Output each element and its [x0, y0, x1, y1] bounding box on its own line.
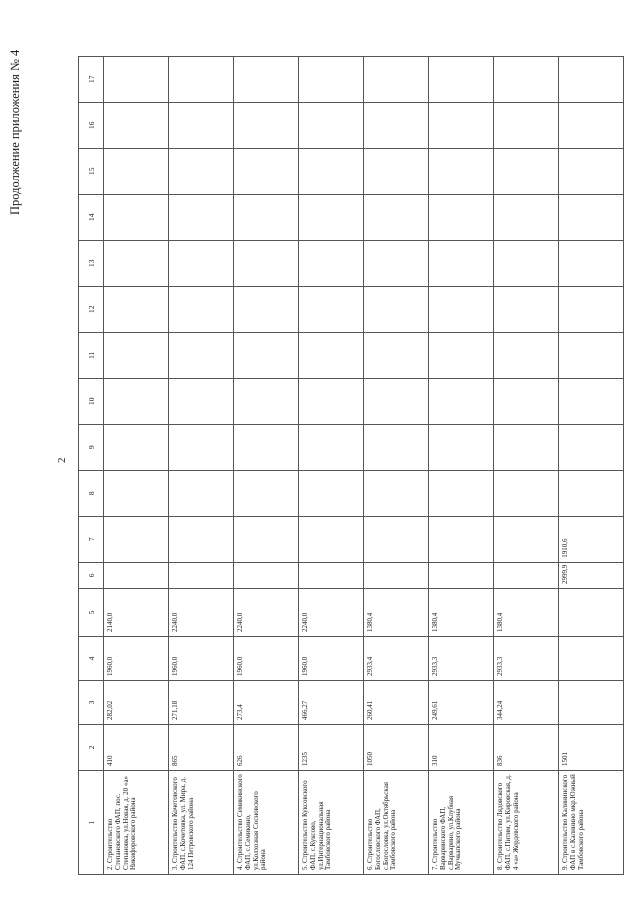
value-cell — [104, 102, 169, 148]
value-cell — [364, 286, 429, 332]
value-cell — [169, 378, 234, 424]
column-header: 15 — [79, 148, 104, 194]
value-cell — [559, 378, 624, 424]
value-cell — [299, 332, 364, 378]
value-cell — [494, 516, 559, 562]
value-cell — [234, 102, 299, 148]
value-cell — [429, 240, 494, 286]
value-cell — [559, 102, 624, 148]
table-row — [234, 56, 299, 874]
value-cell — [364, 194, 429, 240]
value-cell: 1050 — [364, 725, 429, 771]
value-cell — [104, 516, 169, 562]
value-cell — [559, 637, 624, 681]
value-cell — [169, 332, 234, 378]
value-cell: 1380,4 — [494, 589, 559, 637]
value-cell — [494, 102, 559, 148]
column-header: 4 — [79, 637, 104, 681]
value-cell — [234, 240, 299, 286]
value-cell: 836 — [494, 725, 559, 771]
value-cell — [169, 424, 234, 470]
object-description-cell: 9. Строительство Калининского ФАП в с.Калинино мкр.Южный Тамбовского района — [559, 771, 624, 875]
value-cell — [559, 681, 624, 725]
value-cell — [234, 516, 299, 562]
value-cell: 1960,0 — [169, 637, 234, 681]
column-header: 10 — [79, 378, 104, 424]
value-cell: 344,24 — [494, 681, 559, 725]
value-cell — [104, 470, 169, 516]
value-cell — [104, 240, 169, 286]
value-cell — [299, 378, 364, 424]
value-cell — [364, 470, 429, 516]
column-header: 6 — [79, 562, 104, 588]
object-description-cell: 6. Строительство Богословского ФАП, с.Богословка, ул.Октябрьская Тамбовского района — [364, 771, 429, 875]
value-cell: 1235 — [299, 725, 364, 771]
value-cell: 271,18 — [169, 681, 234, 725]
value-cell — [169, 148, 234, 194]
object-description-cell: 5. Строительство Куксовского ФАП, с.Куксово, ул.Интернациональная Тамбовского района — [299, 771, 364, 875]
value-cell: 282,02 — [104, 681, 169, 725]
value-cell — [494, 240, 559, 286]
value-cell — [494, 194, 559, 240]
column-header: 3 — [79, 681, 104, 725]
value-cell — [364, 240, 429, 286]
page-number: 2 — [56, 457, 68, 463]
value-cell: 2240,0 — [169, 589, 234, 637]
value-cell: 2933,4 — [364, 637, 429, 681]
value-cell — [234, 286, 299, 332]
column-header: 12 — [79, 286, 104, 332]
column-header: 17 — [79, 56, 104, 102]
value-cell — [559, 332, 624, 378]
column-header: 5 — [79, 589, 104, 637]
value-cell — [559, 286, 624, 332]
value-cell — [299, 240, 364, 286]
value-cell — [299, 286, 364, 332]
value-cell — [429, 378, 494, 424]
value-cell — [169, 194, 234, 240]
column-header: 7 — [79, 516, 104, 562]
value-cell — [494, 470, 559, 516]
column-header: 8 — [79, 470, 104, 516]
value-cell — [169, 470, 234, 516]
value-cell — [169, 286, 234, 332]
value-cell: 2999,9 — [559, 562, 624, 588]
value-cell: 2240,0 — [234, 589, 299, 637]
value-cell — [169, 562, 234, 588]
value-cell — [364, 102, 429, 148]
value-cell — [494, 378, 559, 424]
value-cell — [494, 562, 559, 588]
column-header: 2 — [79, 725, 104, 771]
value-cell — [299, 424, 364, 470]
value-cell: 1960,0 — [299, 637, 364, 681]
column-header: 16 — [79, 102, 104, 148]
value-cell: 1960,0 — [104, 637, 169, 681]
value-cell: 1380,4 — [429, 589, 494, 637]
column-header: 1 — [79, 771, 104, 875]
value-cell: 626 — [234, 725, 299, 771]
value-cell — [559, 240, 624, 286]
value-cell — [364, 424, 429, 470]
value-cell: 2140,0 — [104, 589, 169, 637]
value-cell — [104, 562, 169, 588]
value-cell — [234, 332, 299, 378]
value-cell: 310 — [429, 725, 494, 771]
value-cell — [494, 286, 559, 332]
value-cell: 2240,0 — [299, 589, 364, 637]
value-cell — [429, 470, 494, 516]
column-header: 14 — [79, 194, 104, 240]
table-row — [559, 56, 624, 874]
value-cell — [234, 56, 299, 102]
value-cell: 466,27 — [299, 681, 364, 725]
column-header: 9 — [79, 424, 104, 470]
value-cell — [494, 56, 559, 102]
value-cell — [234, 424, 299, 470]
value-cell — [429, 424, 494, 470]
table-row — [104, 56, 169, 874]
value-cell — [494, 424, 559, 470]
object-description-cell: 2. Строительство Степановского ФАП, пос. Степановка, ул.Новая, д. 20 «а» Никифоровского района — [104, 771, 169, 875]
value-cell — [559, 470, 624, 516]
value-cell — [299, 56, 364, 102]
value-cell — [494, 332, 559, 378]
table-body — [104, 56, 624, 874]
value-cell — [299, 102, 364, 148]
value-cell — [169, 56, 234, 102]
table-row — [494, 56, 559, 874]
table-row — [364, 56, 429, 874]
value-cell — [104, 148, 169, 194]
value-cell — [299, 562, 364, 588]
value-cell — [429, 56, 494, 102]
value-cell — [299, 148, 364, 194]
value-cell — [234, 378, 299, 424]
object-description-cell: 7. Строительство Варваринского ФАП, с.Варварино, ул.Клубная Мучкапского района — [429, 771, 494, 875]
value-cell — [559, 589, 624, 637]
value-cell — [234, 148, 299, 194]
value-cell — [169, 240, 234, 286]
value-cell — [559, 56, 624, 102]
object-description-cell: 8. Строительство Лядовского ФАП, с.Питим, ул.Кировская, д. 4 «а» Жердевского района — [494, 771, 559, 875]
document-heading: Продолжение приложения № 4 — [8, 49, 22, 215]
value-cell — [429, 562, 494, 588]
value-cell — [299, 470, 364, 516]
value-cell — [364, 332, 429, 378]
value-cell — [234, 470, 299, 516]
value-cell — [364, 148, 429, 194]
value-cell — [429, 332, 494, 378]
value-cell — [429, 194, 494, 240]
value-cell — [104, 378, 169, 424]
column-header: 11 — [79, 332, 104, 378]
value-cell: 260,41 — [364, 681, 429, 725]
value-cell: 410 — [104, 725, 169, 771]
value-cell — [104, 286, 169, 332]
value-cell — [429, 102, 494, 148]
table-row — [299, 56, 364, 874]
value-cell — [429, 148, 494, 194]
value-cell: 865 — [169, 725, 234, 771]
value-cell — [559, 148, 624, 194]
value-cell — [299, 194, 364, 240]
value-cell — [559, 194, 624, 240]
value-cell: 2933,3 — [494, 637, 559, 681]
value-cell — [494, 148, 559, 194]
value-cell — [104, 332, 169, 378]
value-cell — [104, 424, 169, 470]
value-cell — [234, 562, 299, 588]
value-cell: 2933,3 — [429, 637, 494, 681]
value-cell: 1910,6 — [559, 516, 624, 562]
appendix-table — [78, 56, 624, 875]
value-cell — [104, 194, 169, 240]
value-cell — [169, 102, 234, 148]
value-cell: 273,4 — [234, 681, 299, 725]
value-cell — [364, 562, 429, 588]
value-cell — [234, 194, 299, 240]
value-cell: 1960,0 — [234, 637, 299, 681]
value-cell — [169, 516, 234, 562]
object-description-cell: 3. Строительство Кочетовского ФАП, с.Кочетовка, ул. Мира, д. 124 Петровского района — [169, 771, 234, 875]
value-cell: 1380,4 — [364, 589, 429, 637]
table-header-row — [79, 56, 104, 874]
value-cell — [364, 56, 429, 102]
value-cell: 1501 — [559, 725, 624, 771]
table-row — [169, 56, 234, 874]
value-cell — [559, 424, 624, 470]
value-cell — [429, 286, 494, 332]
value-cell — [364, 378, 429, 424]
column-header: 13 — [79, 240, 104, 286]
table-row — [429, 56, 494, 874]
value-cell — [364, 516, 429, 562]
value-cell: 249,61 — [429, 681, 494, 725]
value-cell — [104, 56, 169, 102]
value-cell — [299, 516, 364, 562]
value-cell — [429, 516, 494, 562]
object-description-cell: 4. Строительство Семикинского ФАП, с.Семикино, ул.Колхозная Сосновского района — [234, 771, 299, 875]
